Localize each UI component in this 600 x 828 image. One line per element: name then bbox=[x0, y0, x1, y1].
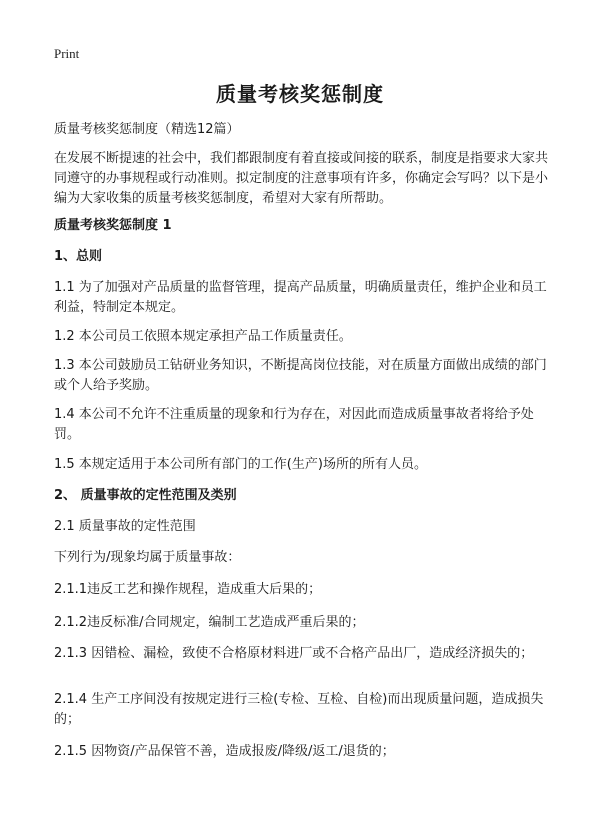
paragraph-1-5: 1.5 本规定适用于本公司所有部门的工作(生产)场所的所有人员。 bbox=[54, 457, 427, 472]
paragraph-1-3: 1.3 本公司鼓励员工钻研业务知识，不断提高岗位技能，对在质量方面做出成绩的部门或个人给予奖励。 bbox=[54, 358, 547, 393]
paragraph-2-1-4: 2.1.4 生产工序间没有按规定进行三检(专检、互检、自检)而出现质量问题，造成损失的； bbox=[54, 692, 544, 727]
section-title: 质量考核奖惩制度 1 bbox=[54, 218, 172, 233]
paragraph-2-1-1: 2.1.1违反工艺和操作规程，造成重大后果的； bbox=[54, 582, 322, 597]
paragraph-2-1-3: 2.1.3 因错检、漏检，致使不合格原材料进厂或不合格产品出厂，造成经济损失的； bbox=[54, 646, 534, 661]
heading-general: 1、总则 bbox=[54, 249, 103, 264]
paragraph-1-4: 1.4 本公司不允许不注重质量的现象和行为存在，对因此而造成质量事故者将给予处罚。 bbox=[54, 407, 534, 442]
paragraph-1-2: 1.2 本公司员工依照本规定承担产品工作质量责任。 bbox=[54, 329, 352, 344]
paragraph-1-1: 1.1 为了加强对产品质量的监督管理，提高产品质量，明确质量责任，维护企业和员工利益，特制定本规定。 bbox=[54, 280, 547, 315]
heading-quality-incidents: 2、 质量事故的定性范围及类别 bbox=[54, 488, 237, 503]
paragraph-2-1: 2.1 质量事故的定性范围 bbox=[54, 519, 196, 534]
paragraph-2-1-intro: 下列行为/现象均属于质量事故： bbox=[54, 550, 241, 565]
page-title: 质量考核奖惩制度 bbox=[216, 82, 384, 106]
document-subtitle: 质量考核奖惩制度（精选12篇） bbox=[54, 122, 240, 137]
paragraph-2-1-5: 2.1.5 因物资/产品保管不善，造成报废/降级/返工/退货的； bbox=[54, 744, 395, 759]
paragraph-2-1-2: 2.1.2违反标准/合同规定，编制工艺造成严重后果的； bbox=[54, 615, 365, 630]
intro-paragraph: 在发展不断提速的社会中，我们都跟制度有着直接或间接的联系，制度是指要求大家共同遵守的办事规程或行动准则。拟定制度的注意事项有许多，你确定会写吗？以下是小编为大家收集的质量考核奖惩制度，希望对大家有所帮助。 bbox=[54, 151, 549, 206]
print-link[interactable]: Print bbox=[54, 46, 80, 61]
